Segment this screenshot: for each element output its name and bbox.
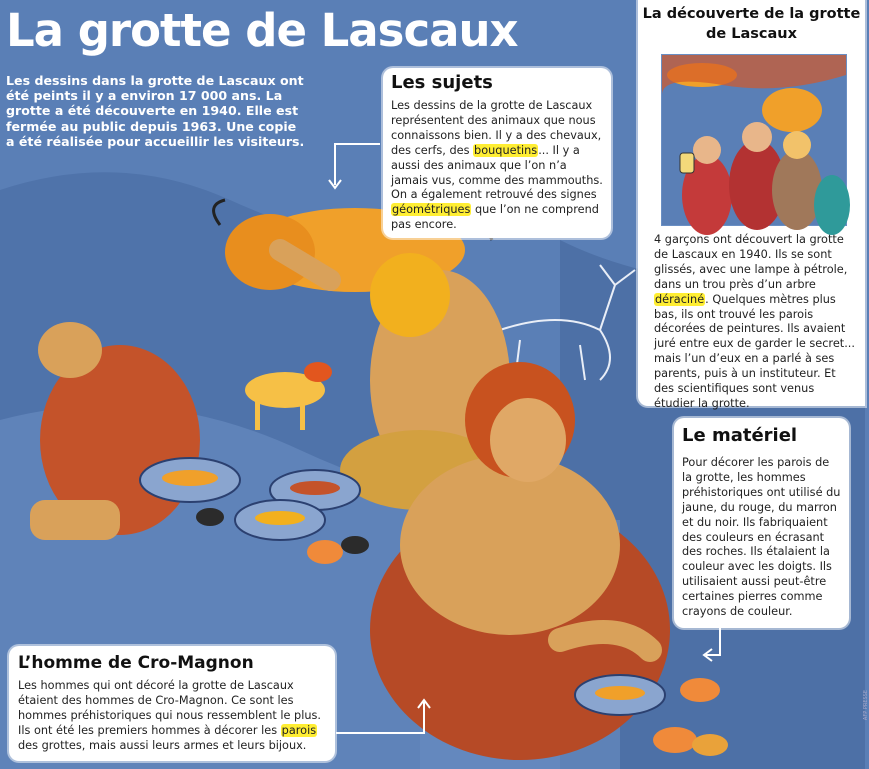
sujets-heading: Les sujets [391, 72, 493, 93]
decouverte-box [638, 0, 865, 410]
sujets-box [383, 68, 611, 238]
materiel-text: Pour décorer les parois de la grotte, les hommes préhistoriques ont utilisé du jaune, du rouge, du marron et du noir. Ils fabriquaient des couleurs en écrasant des roches. Ils étalaient la couleur avec les doigts. Ils utilisaient aussi peut-être certaines pierres comme crayons de couleur. [682, 456, 841, 619]
homme-arrow [334, 697, 434, 737]
sujets-arrow [325, 140, 385, 192]
materiel-box [674, 418, 849, 628]
intro-text: Les dessins dans la grotte de Lascaux ont été peints il y a environ 17 000 ans. La grotte a été découverte en 1940. Elle est fermée au public depuis 1963. Une copie a été réalisée pour accueillir les visiteurs. [6, 73, 305, 149]
homme-heading: L’homme de Cro-Magnon [18, 653, 254, 673]
sujets-text: Les dessins de la grotte de Lascaux représentent des animaux que nous connaissons bien. Il y a des chevaux, des cerfs, des bouquetins... Il y a aussi des animaux que l’on n’a jamais vus, comme des mammouths. On a également retrouvé des signes géométriques que l’on ne comprend pas encore. [391, 99, 603, 232]
highlight-bouquetins: bouquetins [474, 143, 538, 157]
materiel-heading: Le matériel [682, 425, 798, 446]
highlight-parois: parois [281, 723, 317, 737]
homme-text: Les hommes qui ont décoré la grotte de Lascaux étaient des hommes de Cro-Magnon. Ce sont les hommes préhistoriques qui nous ressemblent le plus. Ils ont été les premiers hommes à décorer les parois des grottes, mais aussi leurs armes et leurs bijoux. [18, 679, 321, 752]
photo-credit: AFP PRESSE [863, 690, 869, 721]
highlight-deracine: déraciné [655, 292, 705, 306]
homme-box [9, 646, 335, 761]
highlight-geometriques: géométriques [392, 203, 471, 217]
decouverte-heading: La découverte de la grotte de Lascaux [642, 6, 861, 42]
materiel-arrow [700, 628, 740, 663]
page-title: La grotte de Lascaux [6, 4, 518, 57]
boys-discovery-illustration [661, 54, 847, 226]
decouverte-text: 4 garçons ont découvert la grotte de Lascaux en 1940. Ils se sont glissés, avec une lampe à pétrole, dans un trou près d’un arbre déraciné. Quelques mètres plus bas, ils ont trouvé les parois décorées de peintures. Ils avaient juré entre eux de garder le secret... mais l’un d’eux en a parlé à ses parents, puis à un instituteur. Et des scientifiques sont venus étudier la grotte. [654, 233, 855, 410]
